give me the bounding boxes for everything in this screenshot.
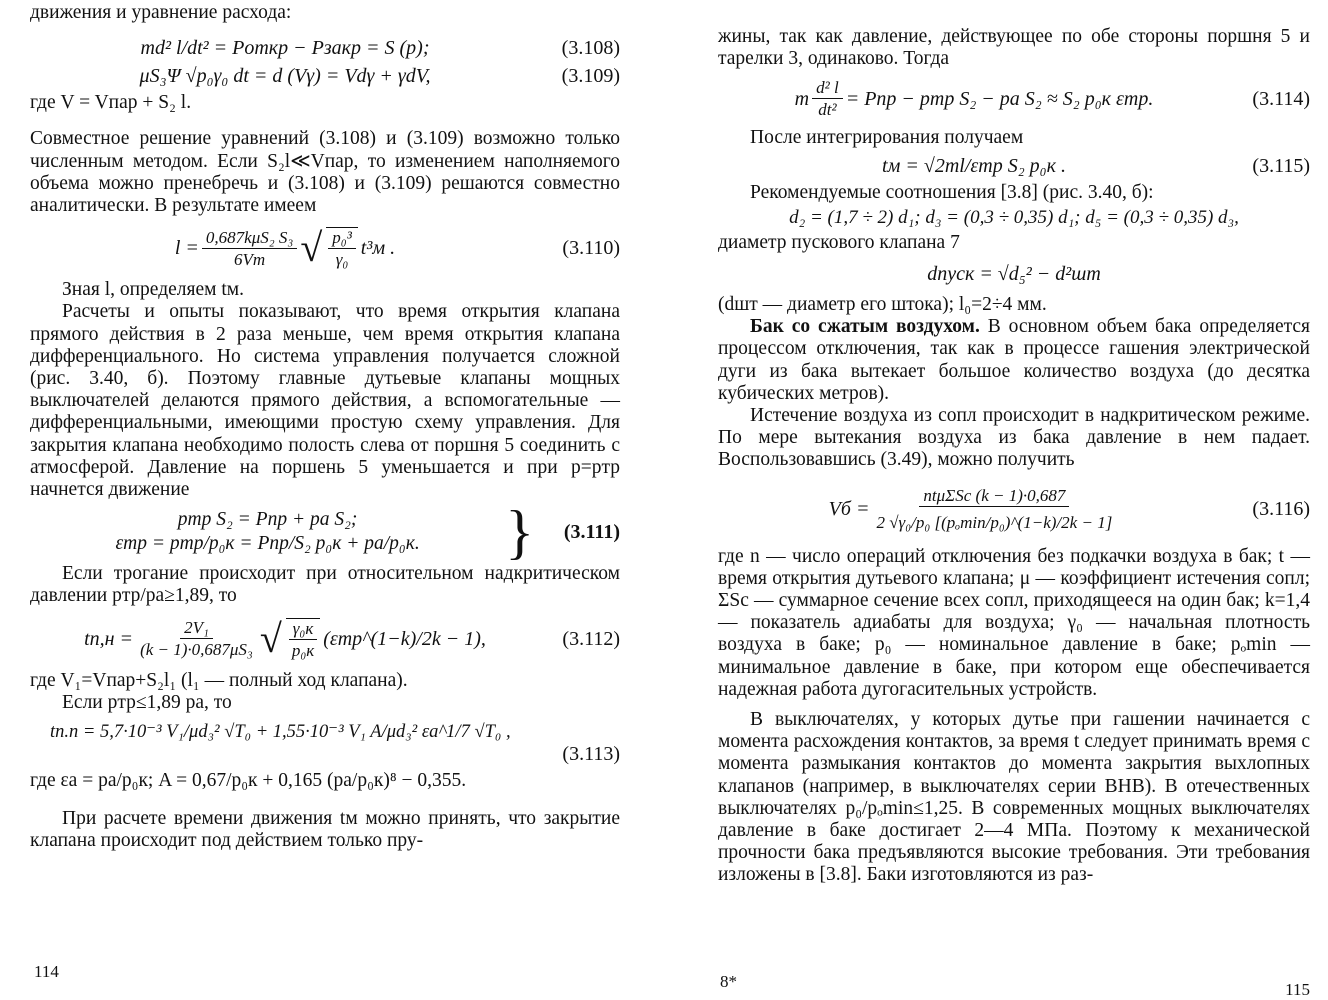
denominator: 2 √γ₀/p₀ [(pₒmin/p₀)^(1−k)/2k − 1] [876, 512, 1113, 532]
numerator: γ₀к [289, 619, 318, 640]
denominator: 6Vm [234, 249, 266, 269]
paragraph [718, 316, 1310, 405]
equation-lhs: Vб = [828, 497, 870, 520]
denominator: p₀к [291, 640, 315, 660]
numerator: 0,687kμS₂ S₃ [202, 228, 297, 249]
equation-number: (3.112) [562, 627, 620, 650]
equation-pusk [718, 262, 1310, 286]
equation-lhs: l = [174, 237, 199, 260]
denominator: (k − 1)·0,687μS₃ [140, 640, 253, 660]
equation-number: (3.114) [1252, 87, 1310, 110]
equation-body: md² l/dt² = Pоткр − Pзакр = S (p); [140, 37, 430, 60]
text-line: где V₁=Vпар+S₂l₁ (l₁ — полный ход клапана). [30, 669, 408, 691]
denominator: dt² [818, 100, 837, 120]
paragraph: После интегрирования получаем [750, 127, 1024, 149]
equation-number: (3.109) [561, 65, 620, 88]
fraction [812, 78, 843, 119]
equation-tail: = Pпр − pтр S₂ − pа S₂ ≈ S₂ p₀к εтр. [845, 87, 1154, 110]
paragraph-text: В основном объем бака определяется процессом отключения, так как в процессе гашения электрической дуги из бака вытекает большое количество воздуха (до десятка кубических метров). [718, 316, 1310, 404]
fraction [326, 227, 358, 269]
fraction [202, 228, 297, 269]
equation-body: d₂ = (1,7 ÷ 2) d₁; d₃ = (0,3 ÷ 0,35) d₁; d₅ = (0,3 ÷ 0,35) d₃, [789, 206, 1239, 228]
equation-3-113 [30, 720, 620, 744]
equation-line: εтр = pтр/p₀к = Pпр/S₂ p₀к + pа/p₀к. [115, 533, 420, 555]
equation-3-112 [30, 615, 620, 661]
equation-tail: (εтр^(1−k)/2k − 1), [323, 627, 486, 650]
equation-lhs: tп,н = [84, 627, 134, 650]
paragraph: жины, так как давление, действующее по обе стороны поршня 5 и тарелки 3, одинаково. Тогда [718, 26, 1310, 70]
paragraph: В выключателях, у которых дутье при гашении начинается с момента расхождения контактов, за время t следует принимать время с момента размыкания контактов до момента закрытия выхлопных клапанов (например, в выключателях серии ВНВ). В отечественных выключателях p₀/pₒmin≤1,25. В современных мощных выключателях давление в баке достигает 2—4 МПа. Поэтому к механической прочности бака предъявляются высокие требования. Эти требования изложены в [3.8]. Баки изготовляются из раз- [718, 709, 1310, 886]
fraction [136, 618, 257, 659]
equation-body: tм = √2ml/εтр S₂ p₀к . [882, 154, 1066, 177]
page-number: 114 [34, 962, 59, 981]
equation-number: (3.116) [1252, 497, 1310, 520]
text-line: движения и уравнение расхода: [30, 2, 292, 23]
section-heading: Бак со сжатым воздухом. [750, 316, 980, 338]
sqrt-sign: √ [300, 225, 323, 271]
paragraph: При расчете времени движения tм можно принять, что закрытие клапана происходит под действием только пру- [30, 808, 620, 852]
equation-3-108 [30, 36, 620, 60]
equation-number: (3.111) [563, 520, 620, 543]
equation-line: pтр S₂ = Pпр + pа S₂; [177, 509, 358, 531]
signature-mark: 8* [720, 972, 737, 991]
equation-number: (3.115) [1252, 154, 1310, 177]
sqrt-sign: √ [259, 615, 282, 661]
equation-3-109 [30, 64, 620, 88]
paragraph: Расчеты и опыты показывают, что время открытия клапана прямого действия в 2 раза меньше, чем время открытия клапана дифференциального. Но система управления получается сложной (рис. 3.40, б). Поэтому главные дутьевые клапаны мощных выключателей делаются прямого действия, а вспомогательные — дифференциальными, имеющими простую схему управления. Для закрытия клапана необходимо полость слева от поршня 5 соединить с атмосферой. Давление на поршень 5 уменьшается и при p=pтр начнется движение [30, 301, 620, 501]
left-page [30, 0, 620, 997]
paragraph: Если трогание происходит при относительном надкритическом давлении pтр/pа≥1,89, то [30, 563, 620, 607]
equation-body: dпуск = √d₅² − d²шт [927, 263, 1101, 286]
numerator: d² l [812, 78, 843, 99]
equation-3-110 [30, 227, 620, 269]
numerator: p₀³ [328, 228, 356, 249]
equation-body: tп.п = 5,7·10⁻³ V₁/μd₃² √T₀ + 1,55·10⁻³ V₁ A/μd₃² εа^1/7 √T₀ , [50, 722, 511, 743]
page-number: 115 [1285, 980, 1310, 999]
brace: } [505, 499, 534, 566]
equation-3-114 [718, 78, 1310, 119]
equation-number: (3.108) [561, 37, 620, 60]
equation-body: μS₃Ψ √p₀γ₀ dt = d (Vγ) = Vdγ + γdV, [139, 65, 431, 88]
equation-3-116 [718, 486, 1310, 532]
ratios-line [718, 206, 1310, 230]
denominator: γ₀ [335, 250, 349, 270]
equation-lhs: m [794, 87, 810, 110]
paragraph: Истечение воздуха из сопл происходит в надкритическом режиме. По мере вытекания воздуха из бака давление в нем падает. Воспользовавшись (3.49), можно получить [718, 405, 1310, 471]
fraction [872, 486, 1116, 532]
text-line: диаметр пускового клапана 7 [718, 231, 960, 253]
numerator: ntμΣSс (k − 1)·0,687 [919, 486, 1069, 507]
paragraph: Зная l, определяем tм. [62, 279, 244, 301]
fraction [286, 618, 320, 660]
right-page [718, 0, 1310, 997]
paragraph: где n — число операций отключения без подкачки воздуха в бак; t — время открытия дутьевого клапана; μ — коэффициент истечения сопл; ΣSс — суммарное сечение всех сопл, приходящееся на один бак; k=1,4 — показатель адиабаты для воздуха; γ₀ — начальная плотность воздуха в баке; p₀ — номинальное давление в баке; pₒmin — минимальное давление в баке, при котором еще обеспечивается надежная работа дугогасительных устройств. [718, 545, 1310, 700]
paragraph: Если pтр≤1,89 pа, то [62, 691, 232, 713]
paragraph: Рекомендуемые соотношения [3.8] (рис. 3.40, б): [750, 181, 1154, 203]
equation-tail: t³м . [360, 237, 396, 260]
text-line: где εа = pа/p₀к; A = 0,67/p₀к + 0,165 (pа/p₀к)⁸ − 0,355. [30, 770, 467, 792]
equation-3-111 [30, 499, 620, 566]
paragraph: Совместное решение уравнений (3.108) и (3.109) возможно только численным методом. Если S₂l≪Vпар, то изменением наполняемого объема можно пренебречь и (3.108) и (3.109) решаются совместно аналитически. В результате имеем [30, 128, 620, 217]
equation-number: (3.110) [562, 237, 620, 260]
numerator: 2V₁ [180, 618, 213, 639]
text-line: где V = Vпар + S₂ l. [30, 92, 192, 114]
equation-number: (3.113) [562, 743, 620, 766]
text-line: (dшт — диаметр его штока); l₀=2÷4 мм. [718, 294, 1047, 316]
equation-3-115 [718, 154, 1310, 178]
